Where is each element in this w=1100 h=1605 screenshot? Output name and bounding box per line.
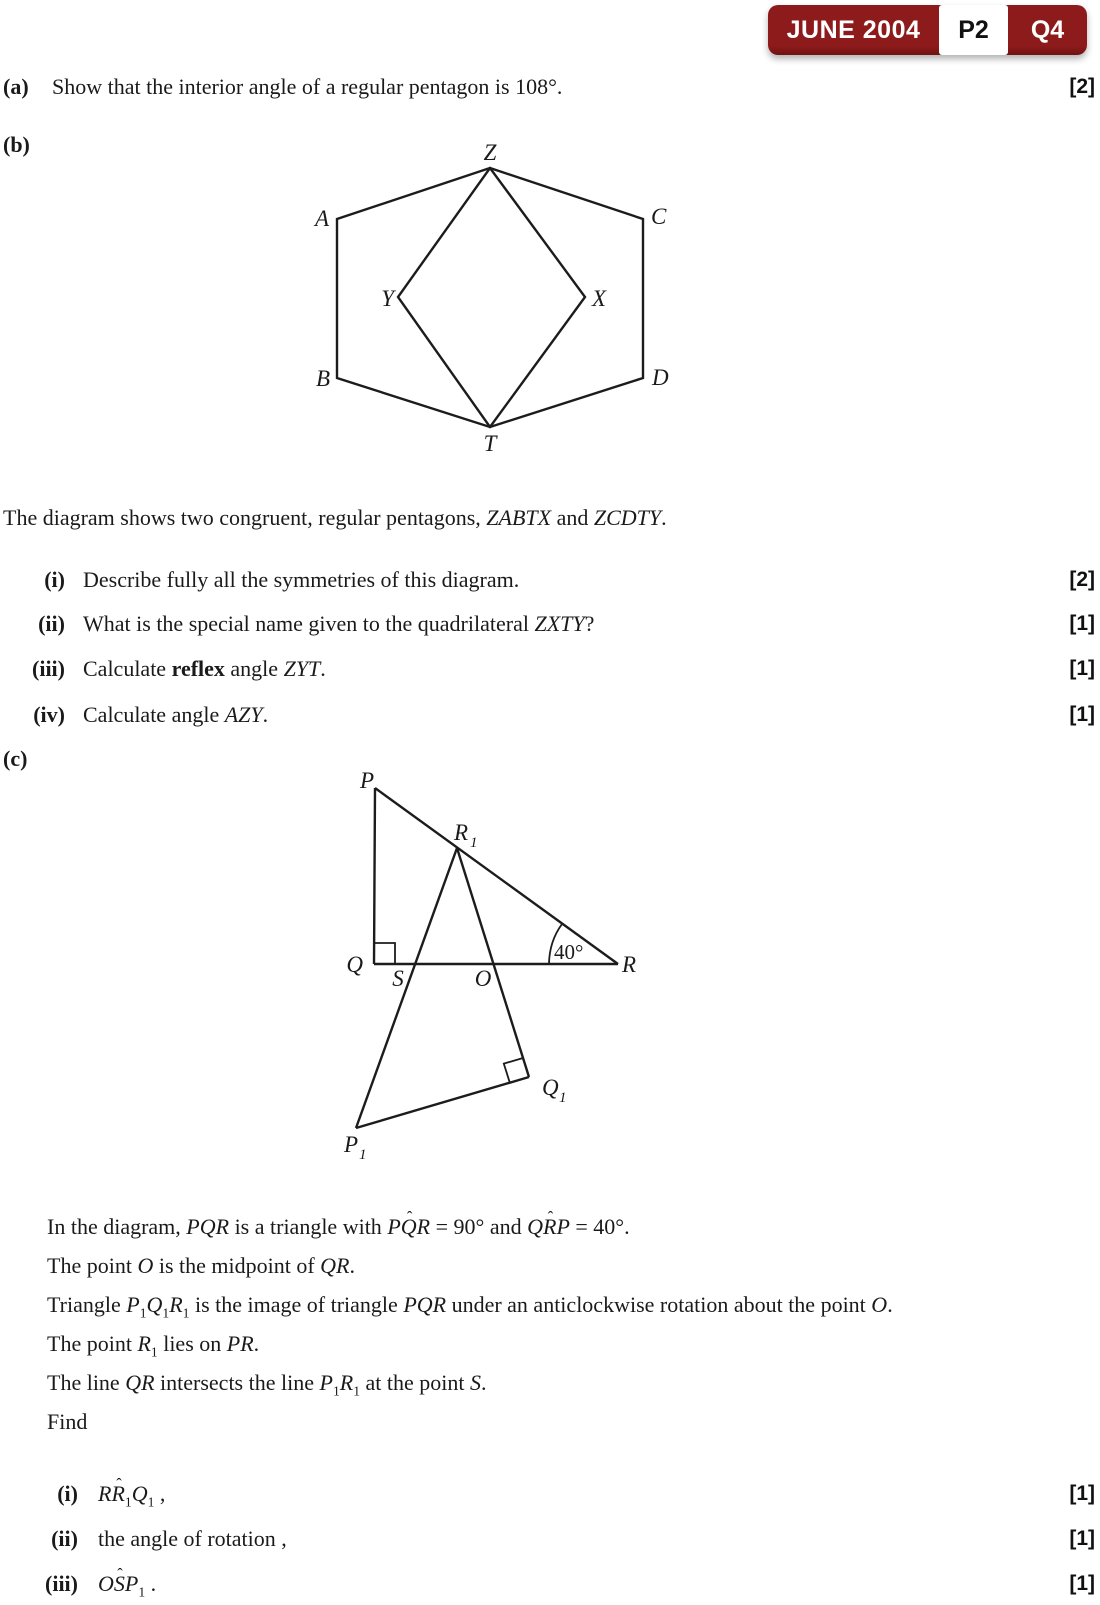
vertex-label-z: Z xyxy=(483,140,497,165)
vertex-label-q1-sub: 1 xyxy=(559,1090,567,1106)
line-r1p1 xyxy=(356,848,457,1128)
item-text: RR $ˆ_1Q_1$ , xyxy=(98,1481,165,1507)
pentagon-diagram xyxy=(310,135,680,465)
vertex-label-p: P xyxy=(359,768,374,793)
triangle-diagram xyxy=(330,750,660,1160)
right-angle-mark-q xyxy=(374,943,395,964)
item-text: Describe fully all the symmetries of this diagram. xyxy=(83,567,520,592)
part-c-paragraph-2: The point O is the midpoint of QR. xyxy=(47,1253,355,1278)
question-badge xyxy=(768,5,1087,55)
vertex-label-r: R xyxy=(622,952,637,977)
vertex-label-d: D xyxy=(652,365,669,390)
item-text: the angle of rotation , xyxy=(98,1526,287,1551)
angle-value-label: 40° xyxy=(554,940,584,964)
vertex-label-r1-sub: 1 xyxy=(470,835,478,851)
part-a-label: (a) xyxy=(3,74,29,99)
vertex-label-y: Y xyxy=(381,286,394,311)
item-mark: [1] xyxy=(1069,1572,1095,1595)
vertex-label-p1: P xyxy=(344,1132,359,1157)
part-a-text: Show that the interior angle of a regular pentagon is 108°. xyxy=(52,74,563,99)
line-pq xyxy=(374,788,375,964)
line-r1q1 xyxy=(457,848,529,1077)
part-c-label: (c) xyxy=(3,746,28,771)
badge-question-number: Q4 xyxy=(1030,15,1065,44)
vertex-label-q: Q xyxy=(346,952,363,977)
part-c-find: Find xyxy=(47,1409,88,1434)
part-c-paragraph-4: The point $R_1$ lies on PR. xyxy=(47,1331,260,1360)
part-c-paragraph-3: Triangle $P_1Q_1R_1$ is the image of triangle PQR under an anticlockwise rotation about the point O. xyxy=(47,1292,893,1321)
vertex-label-r1: R xyxy=(454,820,469,845)
part-b-label: (b) xyxy=(3,132,30,157)
item-label: (iv) xyxy=(33,702,65,727)
part-a-mark: [2] xyxy=(1069,75,1095,98)
item-label: (iii) xyxy=(32,656,65,681)
item-label: (i) xyxy=(44,567,65,592)
vertex-label-b: B xyxy=(315,366,330,391)
item-text: Calculate angle AZY. xyxy=(83,702,269,727)
vertex-label-c: C xyxy=(651,204,667,229)
badge-paper: P2 xyxy=(939,5,1008,55)
vertex-label-x: X xyxy=(592,286,607,311)
item-label: (ii) xyxy=(38,611,65,636)
point-label-s: S xyxy=(392,966,404,991)
item-mark: [1] xyxy=(1069,703,1095,726)
item-label: (i) xyxy=(57,1481,78,1506)
item-text: Calculate reflex angle ZYT. xyxy=(83,656,326,681)
point-label-o: O xyxy=(474,966,492,991)
vertex-label-t: T xyxy=(483,431,497,456)
item-text: What is the special name given to the quadrilateral ZXTY? xyxy=(83,611,595,636)
vertex-label-q1: Q xyxy=(542,1075,559,1100)
part-b-caption: The diagram shows two congruent, regular pentagons, ZABTX and ZCDTY. xyxy=(3,505,667,530)
item-label: (ii) xyxy=(51,1526,78,1551)
item-text: OS ˆP$_1$ . xyxy=(98,1571,156,1597)
vertex-label-p1-sub: 1 xyxy=(359,1147,367,1160)
item-mark: [2] xyxy=(1069,568,1095,591)
pentagon-zcdty-outline xyxy=(398,168,643,427)
item-mark: [1] xyxy=(1069,1482,1095,1505)
item-mark: [1] xyxy=(1069,1527,1095,1550)
line-pr xyxy=(375,788,618,964)
badge-session: JUNE 2004 xyxy=(786,15,921,44)
item-label: (iii) xyxy=(45,1571,78,1596)
part-c-paragraph-5: The line QR intersects the line $P_1R_1$ at the point S. xyxy=(47,1370,487,1399)
vertex-label-a: A xyxy=(314,206,329,231)
item-mark: [1] xyxy=(1069,612,1095,635)
item-mark: [1] xyxy=(1069,657,1095,680)
part-c-paragraph-1: In the diagram, PQR is a triangle with PQ ˆR = 90° and QR ˆP = 40°. xyxy=(47,1214,630,1240)
line-q1p1 xyxy=(356,1077,529,1128)
